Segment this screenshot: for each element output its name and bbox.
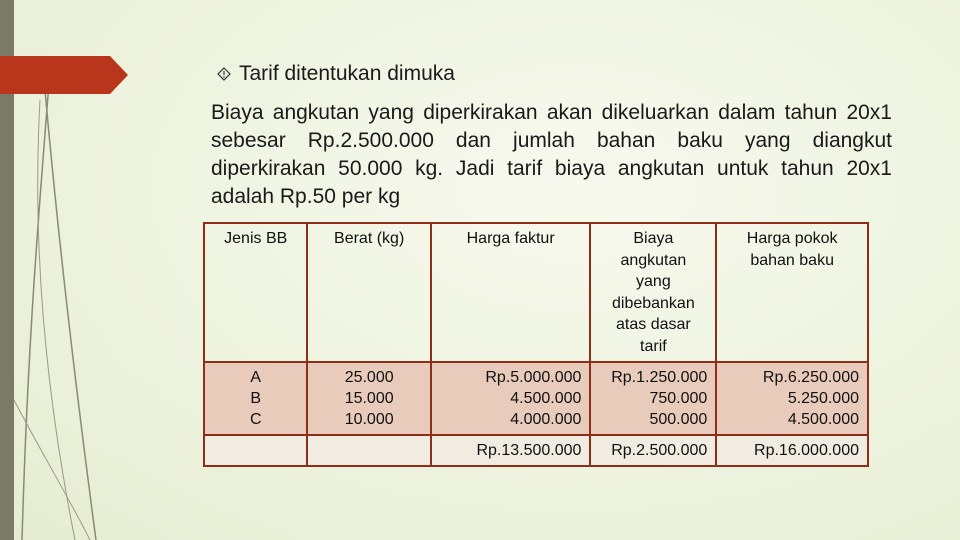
- header-berat: Berat (kg): [307, 223, 430, 362]
- total-empty-berat: [307, 435, 430, 466]
- cell-jenis: A B C: [204, 362, 307, 435]
- diamond-bullet-icon: [217, 67, 231, 81]
- table-row: [204, 362, 868, 435]
- header-row: [204, 223, 868, 362]
- total-faktur: Rp.13.500.000: [431, 435, 591, 466]
- total-empty-jenis: [204, 435, 307, 466]
- total-angkutan: Rp.2.500.000: [590, 435, 716, 466]
- cell-berat: 25.000 15.000 10.000: [307, 362, 430, 435]
- total-row: [204, 435, 868, 466]
- heading-text: Tarif ditentukan dimuka: [239, 62, 455, 85]
- heading: [217, 62, 455, 86]
- title-arrow-banner: [0, 56, 128, 94]
- description-paragraph: Biaya angkutan yang diperkirakan akan dikeluarkan dalam tahun 20x1 sebesar Rp.2.500.000 dan jumlah bahan baku yang diangkut diperkirakan 50.000 kg. Jadi tarif biaya angkutan untuk tahun 20x1 adalah Rp.50 per kg: [211, 101, 892, 208]
- cell-angkutan: Rp.1.250.000 750.000 500.000: [590, 362, 716, 435]
- total-pokok: Rp.16.000.000: [716, 435, 868, 466]
- header-pokok: Harga pokok bahan baku: [716, 223, 868, 362]
- header-jenis: Jenis BB: [204, 223, 307, 362]
- cell-pokok: Rp.6.250.000 5.250.000 4.500.000: [716, 362, 868, 435]
- cost-table: [203, 222, 869, 467]
- cell-faktur: Rp.5.000.000 4.500.000 4.000.000: [431, 362, 591, 435]
- header-faktur: Harga faktur: [431, 223, 591, 362]
- header-angkutan: Biaya angkutan yang dibebankan atas dasar tarif: [590, 223, 716, 362]
